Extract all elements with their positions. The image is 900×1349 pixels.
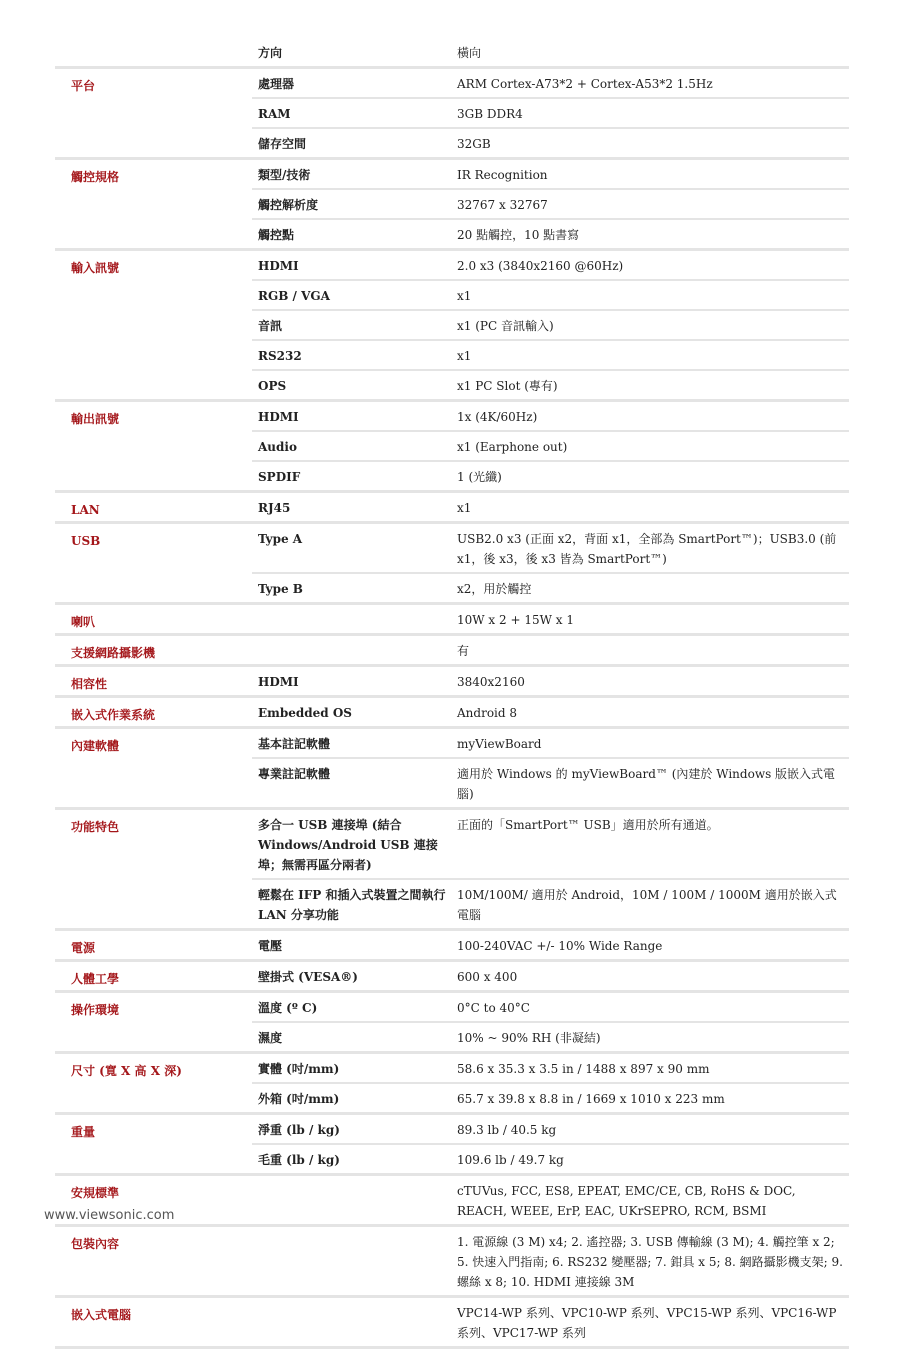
spec-group bbox=[55, 993, 849, 1054]
spec-rows bbox=[252, 69, 849, 157]
spec-row bbox=[252, 371, 849, 399]
spec-group bbox=[55, 493, 849, 524]
spec-category: USB bbox=[71, 534, 101, 548]
spec-label: 基本註記軟體 bbox=[258, 737, 331, 751]
spec-category: 輸入訊號 bbox=[71, 261, 120, 275]
spec-rows bbox=[252, 698, 849, 726]
spec-row bbox=[252, 698, 849, 726]
spec-category: 包裝內容 bbox=[71, 1237, 120, 1251]
spec-label: 濕度 bbox=[258, 1031, 283, 1045]
spec-category: 喇叭 bbox=[71, 615, 96, 629]
spec-label: RS232 bbox=[258, 349, 302, 363]
spec-value: 3840x2160 bbox=[457, 675, 525, 689]
spec-rows bbox=[252, 402, 849, 490]
spec-label: HDMI bbox=[258, 410, 299, 424]
spec-value: 65.7 x 39.8 x 8.8 in / 1669 x 1010 x 223 mm bbox=[457, 1092, 725, 1106]
spec-category: 支援網路攝影機 bbox=[71, 646, 156, 660]
spec-rows bbox=[252, 636, 849, 664]
spec-row bbox=[252, 1115, 849, 1145]
spec-label bbox=[252, 1176, 453, 1224]
spec-category bbox=[55, 38, 252, 66]
spec-row bbox=[252, 281, 849, 311]
spec-value: 10W x 2 + 15W x 1 bbox=[457, 613, 574, 627]
spec-rows bbox=[252, 1227, 849, 1295]
spec-row bbox=[252, 605, 849, 633]
spec-row bbox=[252, 190, 849, 220]
spec-row bbox=[252, 962, 849, 990]
spec-group bbox=[55, 251, 849, 402]
spec-value: x1 bbox=[457, 349, 472, 363]
spec-group bbox=[55, 1298, 849, 1349]
spec-value: 1x (4K/60Hz) bbox=[457, 410, 538, 424]
spec-row bbox=[252, 1298, 849, 1346]
spec-rows bbox=[252, 993, 849, 1051]
spec-row bbox=[252, 524, 849, 574]
spec-label: 多合一 USB 連接埠 (結合 Windows/Android USB 連接埠；無需再區分兩者) bbox=[258, 818, 438, 872]
spec-label: SPDIF bbox=[258, 470, 301, 484]
spec-group bbox=[55, 1115, 849, 1176]
spec-category: 電源 bbox=[71, 941, 96, 955]
spec-value: myViewBoard bbox=[457, 737, 542, 751]
spec-rows bbox=[252, 729, 849, 807]
spec-row bbox=[252, 931, 849, 959]
spec-row bbox=[252, 251, 849, 281]
spec-value: VPC14-WP 系列、VPC10-WP 系列、VPC15-WP 系列、VPC16-WP 系列、VPC17-WP 系列 bbox=[457, 1306, 837, 1340]
spec-group bbox=[55, 636, 849, 667]
spec-category: 觸控規格 bbox=[71, 170, 120, 184]
spec-category: 功能特色 bbox=[71, 820, 120, 834]
spec-rows bbox=[252, 1115, 849, 1173]
spec-value: 600 x 400 bbox=[457, 970, 518, 984]
spec-row bbox=[252, 402, 849, 432]
spec-rows bbox=[252, 493, 849, 521]
spec-group bbox=[55, 698, 849, 729]
spec-row bbox=[252, 38, 849, 66]
spec-value: x1 (PC 音訊輸入) bbox=[457, 319, 554, 333]
spec-row bbox=[252, 493, 849, 521]
spec-category: 人體工學 bbox=[71, 972, 120, 986]
spec-label: 觸控解析度 bbox=[258, 198, 319, 212]
spec-value: 1. 電源線 (3 M) x4; 2. 遙控器; 3. USB 傳輸線 (3 M); 4. 觸控筆 x 2; 5. 快速入門指南; 6. RS232 變壓器; 7. 鉗具 x 5; 8. 網路攝影機支架; 9. 螺絲 x 8; 10. HDMI 連接線 3M bbox=[457, 1235, 843, 1289]
spec-value: 適用於 Windows 的 myViewBoard™ (內建於 Windows 版嵌入式電腦) bbox=[457, 767, 836, 801]
spec-value: 89.3 lb / 40.5 kg bbox=[457, 1123, 557, 1137]
spec-value: 20 點觸控，10 點書寫 bbox=[457, 228, 580, 242]
spec-rows bbox=[252, 38, 849, 66]
spec-value: x1 PC Slot (專有) bbox=[457, 379, 558, 393]
spec-row bbox=[252, 667, 849, 695]
spec-label: RAM bbox=[258, 107, 291, 121]
spec-value: 0°C to 40°C bbox=[457, 1001, 530, 1015]
spec-label: 外箱 (吋/mm) bbox=[258, 1092, 340, 1106]
spec-label: Type A bbox=[258, 532, 303, 546]
spec-value: 橫向 bbox=[457, 46, 482, 60]
spec-group bbox=[55, 667, 849, 698]
spec-value: x1 bbox=[457, 501, 472, 515]
spec-label: 專業註記軟體 bbox=[258, 767, 331, 781]
spec-value: 10M/100M/ 適用於 Android，10M / 100M / 1000M 適用於嵌入式電腦 bbox=[457, 888, 837, 922]
spec-label: 輕鬆在 IFP 和插入式裝置之間執行 LAN 分享功能 bbox=[258, 888, 446, 922]
spec-category: 重量 bbox=[71, 1125, 96, 1139]
spec-label bbox=[252, 1298, 453, 1346]
spec-rows bbox=[252, 667, 849, 695]
spec-label: HDMI bbox=[258, 259, 299, 273]
spec-rows bbox=[252, 810, 849, 928]
spec-row bbox=[252, 1023, 849, 1051]
spec-value: Android 8 bbox=[457, 706, 518, 720]
spec-label: 處理器 bbox=[258, 77, 295, 91]
spec-rows bbox=[252, 524, 849, 602]
spec-label bbox=[252, 605, 453, 633]
spec-value: x2，用於觸控 bbox=[457, 582, 532, 596]
spec-row bbox=[252, 993, 849, 1023]
spec-row bbox=[252, 341, 849, 371]
spec-label: HDMI bbox=[258, 675, 299, 689]
spec-label: 音訊 bbox=[258, 319, 283, 333]
spec-value: 2.0 x3 (3840x2160 @60Hz) bbox=[457, 259, 624, 273]
spec-label: 電壓 bbox=[258, 939, 283, 953]
spec-row bbox=[252, 69, 849, 99]
spec-row bbox=[252, 810, 849, 880]
spec-category: 相容性 bbox=[71, 677, 108, 691]
spec-group bbox=[55, 38, 849, 69]
footer-url: www.viewsonic.com bbox=[44, 1208, 175, 1223]
spec-value: 3GB DDR4 bbox=[457, 107, 523, 121]
spec-rows bbox=[252, 1054, 849, 1112]
spec-label: 壁掛式 (VESA®) bbox=[258, 970, 358, 984]
spec-label: RGB / VGA bbox=[258, 289, 330, 303]
spec-group bbox=[55, 729, 849, 810]
spec-row bbox=[252, 432, 849, 462]
spec-label: OPS bbox=[258, 379, 287, 393]
spec-value: 正面的「SmartPort™ USB」適用於所有通道。 bbox=[457, 818, 719, 832]
spec-label: RJ45 bbox=[258, 501, 291, 515]
spec-group bbox=[55, 1054, 849, 1115]
spec-label: 溫度 (º C) bbox=[258, 1001, 318, 1015]
spec-value: ARM Cortex-A73*2 + Cortex-A53*2 1.5Hz bbox=[457, 77, 713, 91]
spec-row bbox=[252, 574, 849, 602]
spec-category: 嵌入式作業系統 bbox=[71, 708, 156, 722]
spec-category: 平台 bbox=[71, 79, 96, 93]
spec-rows bbox=[252, 1298, 849, 1346]
spec-rows bbox=[252, 251, 849, 399]
spec-group bbox=[55, 1227, 849, 1298]
spec-label: 儲存空間 bbox=[258, 137, 307, 151]
spec-category: 輸出訊號 bbox=[71, 412, 120, 426]
spec-group bbox=[55, 402, 849, 493]
spec-category: 安規標準 bbox=[71, 1186, 120, 1200]
spec-value: 100-240VAC +/- 10% Wide Range bbox=[457, 939, 663, 953]
spec-row bbox=[252, 729, 849, 759]
spec-rows bbox=[252, 605, 849, 633]
spec-group bbox=[55, 962, 849, 993]
spec-group bbox=[55, 931, 849, 962]
spec-row bbox=[252, 1054, 849, 1084]
spec-value: cTUVus, FCC, ES8, EPEAT, EMC/CE, CB, RoHS & DOC, REACH, WEEE, ErP, EAC, UKrSEPRO, RCM, BSMI bbox=[457, 1184, 796, 1218]
spec-label: 實體 (吋/mm) bbox=[258, 1062, 340, 1076]
spec-category: 尺寸 (寬 X 高 X 深) bbox=[71, 1064, 182, 1078]
spec-row bbox=[252, 220, 849, 248]
spec-value: 109.6 lb / 49.7 kg bbox=[457, 1153, 564, 1167]
spec-rows bbox=[252, 931, 849, 959]
spec-rows bbox=[252, 160, 849, 248]
spec-category: LAN bbox=[71, 503, 100, 517]
spec-row bbox=[252, 759, 849, 807]
spec-value: 10% ~ 90% RH (非凝結) bbox=[457, 1031, 601, 1045]
spec-value: USB2.0 x3 (正面 x2，背面 x1，全部為 SmartPort™)；USB3.0 (前 x1，後 x3，後 x3 皆為 SmartPort™) bbox=[457, 532, 837, 566]
spec-rows bbox=[252, 962, 849, 990]
spec-row bbox=[252, 1145, 849, 1173]
spec-value: IR Recognition bbox=[457, 168, 548, 182]
spec-value: 有 bbox=[457, 644, 470, 658]
spec-rows bbox=[252, 1176, 849, 1224]
spec-group bbox=[55, 69, 849, 160]
spec-value: 58.6 x 35.3 x 3.5 in / 1488 x 897 x 90 mm bbox=[457, 1062, 710, 1076]
spec-label: Embedded OS bbox=[258, 706, 352, 720]
spec-label bbox=[252, 636, 453, 664]
spec-category: 操作環境 bbox=[71, 1003, 120, 1017]
spec-label: 方向 bbox=[258, 46, 283, 60]
spec-row bbox=[252, 1084, 849, 1112]
spec-value: x1 (Earphone out) bbox=[457, 440, 568, 454]
spec-row bbox=[252, 129, 849, 157]
spec-group bbox=[55, 524, 849, 605]
spec-category: 內建軟體 bbox=[71, 739, 120, 753]
spec-row bbox=[252, 462, 849, 490]
spec-row bbox=[252, 99, 849, 129]
spec-value: 32GB bbox=[457, 137, 491, 151]
spec-label: 類型/技術 bbox=[258, 168, 311, 182]
spec-label: 毛重 (lb / kg) bbox=[258, 1153, 340, 1167]
spec-label: Audio bbox=[258, 440, 297, 454]
spec-table bbox=[55, 38, 849, 1349]
spec-row bbox=[252, 1176, 849, 1224]
spec-row bbox=[252, 311, 849, 341]
spec-label bbox=[252, 1227, 453, 1295]
spec-label: 觸控點 bbox=[258, 228, 295, 242]
spec-group bbox=[55, 160, 849, 251]
spec-value: 1 (光纖) bbox=[457, 470, 502, 484]
spec-value: 32767 x 32767 bbox=[457, 198, 548, 212]
spec-row bbox=[252, 636, 849, 664]
spec-label: 淨重 (lb / kg) bbox=[258, 1123, 340, 1137]
spec-row bbox=[252, 1227, 849, 1295]
spec-row bbox=[252, 880, 849, 928]
spec-group bbox=[55, 810, 849, 931]
spec-category: 嵌入式電腦 bbox=[71, 1308, 132, 1322]
spec-label: Type B bbox=[258, 582, 303, 596]
spec-group bbox=[55, 605, 849, 636]
spec-row bbox=[252, 160, 849, 190]
spec-value: x1 bbox=[457, 289, 472, 303]
